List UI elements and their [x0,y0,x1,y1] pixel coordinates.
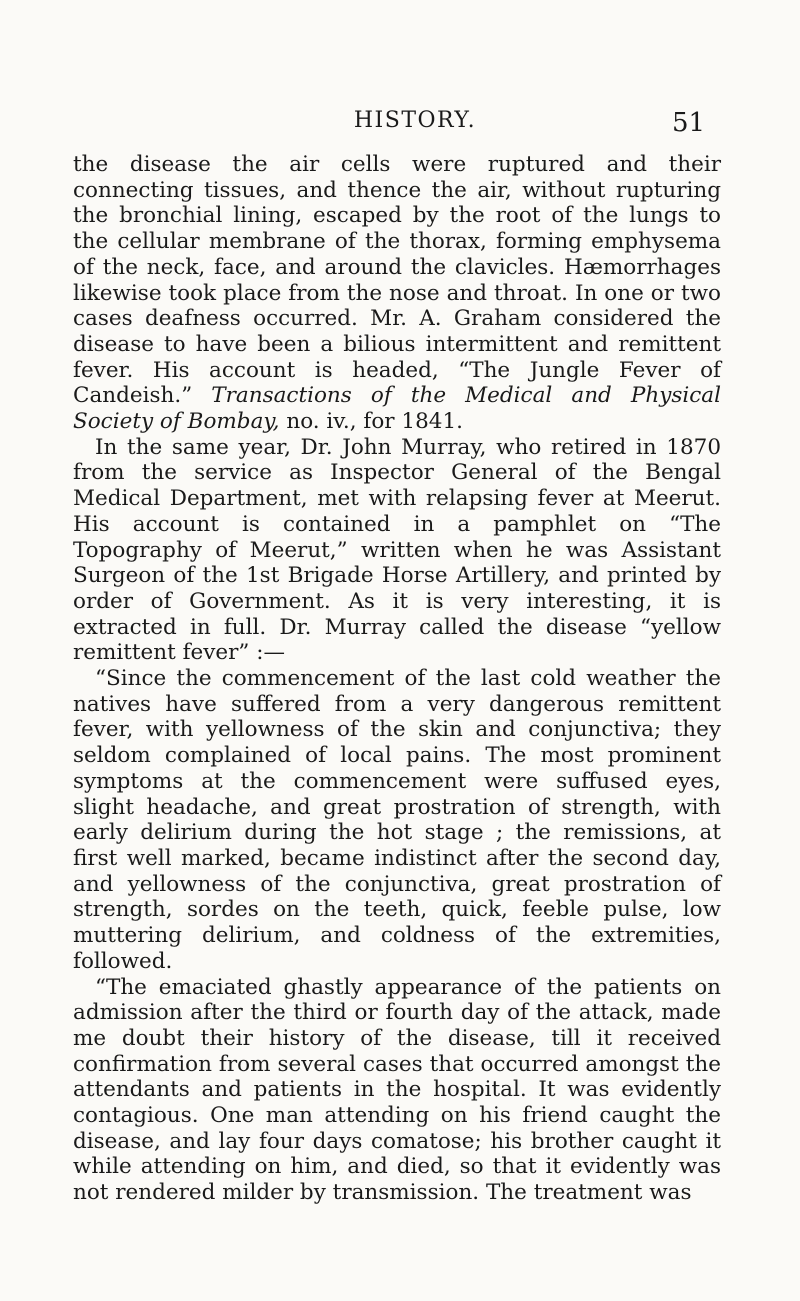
page-number: 51 [672,108,706,138]
paragraph-2: In the same year, Dr. John Murray, who retired in 1870 from the service as Inspector General of the Bengal Medical Department, met with relapsing fever at Meerut. His account is contained in a pamphlet on “The Topography of Meerut,” written when he was Assistant Surgeon of the 1st Brigade Horse Artillery, and printed by order of Government. As it is very interesting, it is extracted in full. Dr. Murray called the disease “yellow remittent fever” :— [73,434,721,666]
paragraph-1 [73,152,721,435]
paragraph-1-text-a: the disease the air cells were ruptured and their connecting tissues, and thence the air, without rupturing the bronchial lining, escaped by the root of the lungs to the cellular membrane of the thorax, forming emphysema of the neck, face, and around the clavicles. Hæmorrhages likewise took place from the nose and throat. In one or two cases deafness occurred. Mr. A. Graham considered the disease to have been a bilious intermittent and remittent fever. His account is headed, “The Jungle Fever of Candeish.” [73,152,721,409]
paragraph-1-text-b: no. iv., for 1841. [279,409,463,435]
running-head [0,108,800,148]
running-title: HISTORY. [353,108,477,133]
journal-title: Transactions of the Medical and Physical Society of Bombay, [73,383,721,435]
body-text [73,152,721,1206]
paragraph-4: “The emaciated ghastly appearance of the patients on admission after the third or fourth day of the attack, made me doubt their history of the disease, till it received confirmation from several cases that occurred amongst the attendants and patients in the hospital. It was evidently contagious. One man attending on his friend caught the disease, and lay four days comatose; his brother caught it while attending on him, and died, so that it evidently was not rendered milder by transmission. The treatment was [73,974,721,1206]
paragraph-3: “Since the commencement of the last cold weather the natives have suffered from a very dangerous remittent fever, with yellowness of the skin and conjunctiva; they seldom complained of local pains. The most prominent symptoms at the commencement were suffused eyes, slight headache, and great prostration of strength, with early delirium during the hot stage ; the remissions, at first well marked, became indistinct after the second day, and yellowness of the conjunctiva, great prostration of strength, sordes on the teeth, quick, feeble pulse, low muttering delirium, and coldness of the extremities, followed. [73,666,721,974]
